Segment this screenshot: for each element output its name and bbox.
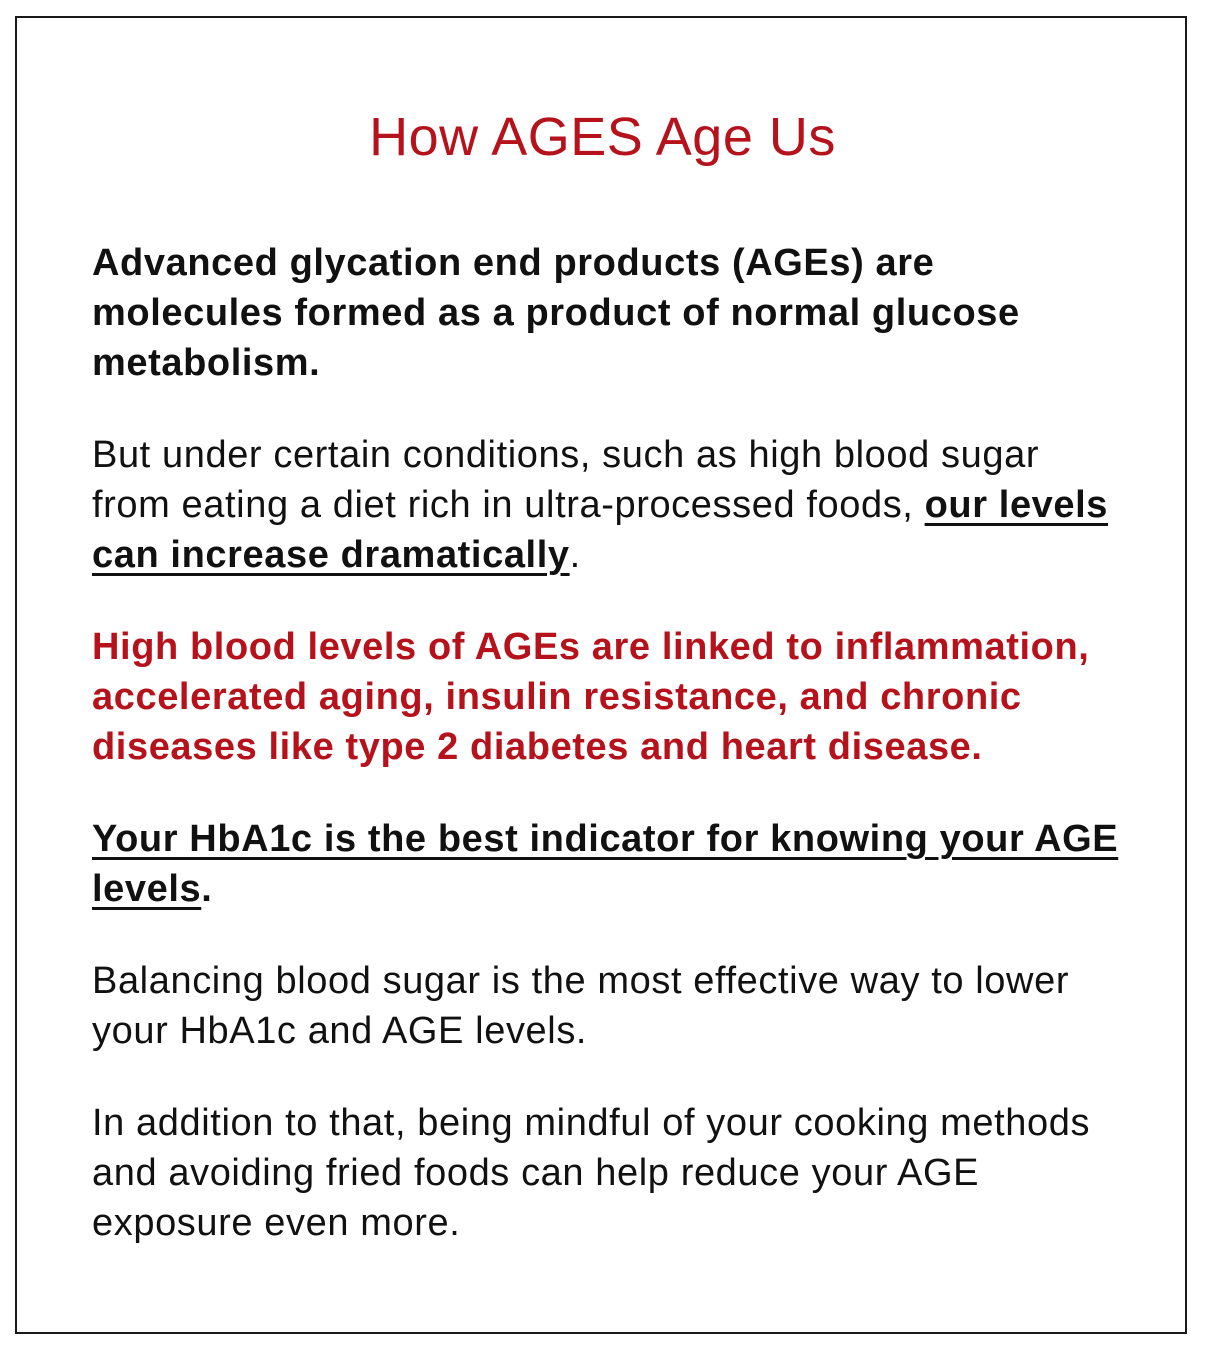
hba1c-paragraph [92, 814, 1122, 914]
conditions-lead-text: But under certain conditions, such as high blood sugar from eating a diet rich in ultra-processed foods, [92, 434, 1040, 526]
health-risks-paragraph: High blood levels of AGEs are linked to inflammation, accelerated aging, insulin resistance, and chronic diseases like type 2 diabetes and heart disease. [92, 626, 1090, 768]
conditions-tail-text: . [569, 534, 581, 576]
intro-paragraph: Advanced glycation end products (AGEs) are molecules formed as a product of normal glucose metabolism. [92, 242, 1020, 384]
cooking-paragraph: In addition to that, being mindful of your cooking methods and avoiding fried foods can help reduce your AGE exposure even more. [92, 1102, 1091, 1244]
hba1c-tail-text: . [201, 868, 213, 910]
page-title: How AGES Age Us [369, 107, 836, 167]
balancing-paragraph: Balancing blood sugar is the most effective way to lower your HbA1c and AGE levels. [92, 960, 1070, 1052]
hba1c-emphasis-text: Your HbA1c is the best indicator for knowing your AGE levels [92, 818, 1119, 910]
conditions-paragraph [92, 430, 1122, 580]
conditions-emphasis-text: our levels can increase dramatically [92, 484, 1109, 576]
